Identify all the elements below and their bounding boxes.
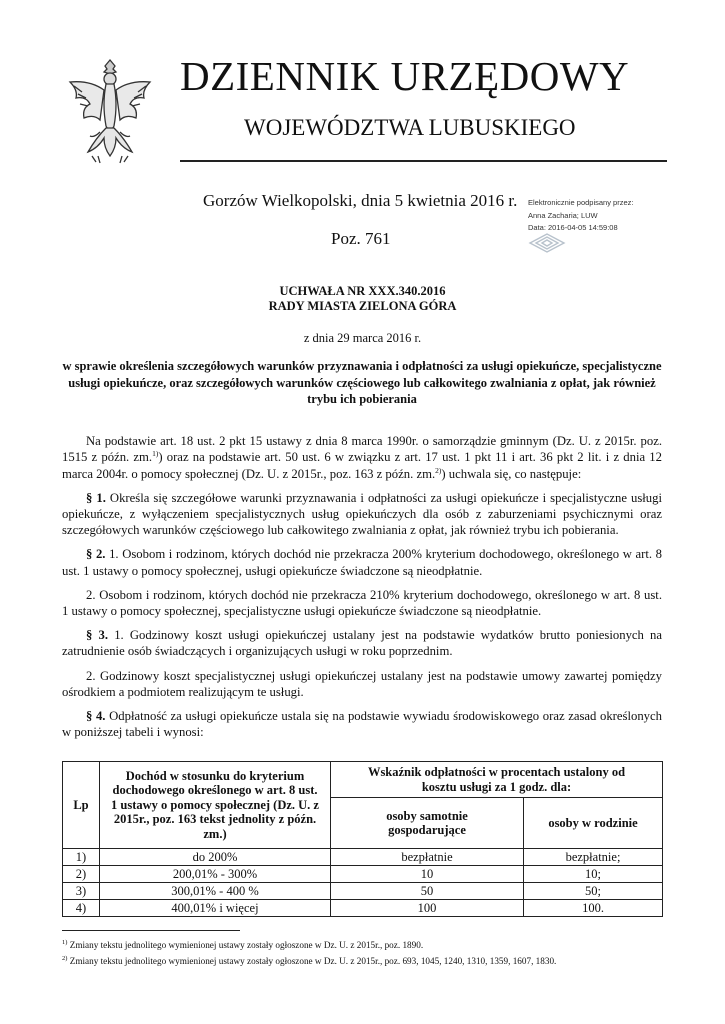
cell-single: 100 [331, 900, 524, 917]
signature-line-2: Anna Zacharia; LUW [528, 210, 598, 220]
place-date: Gorzów Wielkopolski, dnia 5 kwietnia 2016 r. [203, 191, 518, 210]
cell-family: 100. [524, 900, 663, 917]
header-rate: Wskaźnik odpłatności w procentach ustalony od kosztu usługi za 1 godz. dla: [331, 762, 663, 798]
act-date: z dnia 29 marca 2016 r. [303, 331, 422, 345]
position-number: Poz. 761 [331, 229, 391, 248]
cell-family: 50; [524, 883, 663, 900]
footnote-1: $^{1)}$ Zmiany tekstu jednolitego wymienionej ustawy zostały ogłoszone w Dz. U. z 2015r., poz. 1890. [62, 939, 424, 951]
footnotes [62, 936, 662, 968]
table-row [63, 883, 663, 900]
header-single: osoby samotnie gospodarujące [331, 798, 524, 849]
section-3: § 3. 1. Godzinowy koszt usługi opiekuńczej ustalany jest na podstawie wydatków brutto poniesionych na zatrudnienie osób świadczących i organizujących usługi w roku poprzednim. [62, 628, 663, 659]
footnote-divider [62, 930, 240, 931]
eagle-emblem-icon [62, 52, 158, 170]
cell-lp: 3) [63, 883, 100, 900]
cell-family: bezpłatnie; [524, 849, 663, 866]
section-2: § 2. 1. Osobom i rodzinom, których dochód nie przekracza 200% kryterium dochodowego, określonego w art. 8 ust. 1 ustawy o pomocy społecznej, usługi opiekuńcze świadczone są nieodpłatnie. [62, 547, 663, 578]
cell-income: 400,01% i więcej [100, 900, 331, 917]
section-2-paragraph-2: 2. Osobom i rodzinom, których dochód nie przekracza 210% kryterium dochodowego, określonego w art. 8 ust. 1 ustawy o pomocy społecznej, specjalistyczne usługi opiekuńcze świadczone są nieodpłatnie. [62, 587, 662, 619]
section-4-mark: § 4. [86, 708, 106, 723]
act-body [62, 433, 662, 748]
act-subject: w sprawie określenia szczegółowych warunków przyznawania i odpłatności za usługi opiekuńcze, specjalistyczne usługi opiekuńcze, oraz szczegółowych warunków częściowego lub całkowitego zwalniania z opłat, jak również trybu ich pobierania [62, 359, 662, 406]
cell-lp: 1) [63, 849, 100, 866]
electronic-signature [528, 197, 633, 235]
cell-single: 50 [331, 883, 524, 900]
table-row [63, 866, 663, 883]
signature-line-1: Elektronicznie podpisany przez: [528, 198, 634, 207]
cell-lp: 2) [63, 866, 100, 883]
act-issuer: RADY MIASTA ZIELONA GÓRA [268, 299, 457, 313]
header-lp: Lp [63, 762, 100, 849]
section-3-mark: § 3. [86, 628, 109, 643]
section-4: § 4. Odpłatność za usługi opiekuńcze ustala się na podstawie wywiadu środowiskowego oraz zasad określonych w poniższej tabeli i wynosi: [62, 708, 663, 740]
signature-line-3: Data: 2016-04-05 14:59:08 [528, 223, 618, 232]
journal-subtitle: WOJEWÓDZTWA LUBUSKIEGO [244, 115, 576, 140]
cell-income: 200,01% - 300% [100, 866, 331, 883]
section-2-mark: § 2. [86, 547, 106, 562]
footnote-ref-2[interactable]: 2) [435, 465, 442, 475]
cell-income: 300,01% - 400 % [100, 883, 331, 900]
section-1-mark: § 1. [86, 490, 106, 505]
cell-single: 10 [331, 866, 524, 883]
footnote-2: $^{2)}$ Zmiany tekstu jednolitego wymienionej ustawy zostały ogłoszone w Dz. U. z 2015r., poz. 693, 1045, 1240, 1310, 1359, 1607, 1830. [62, 955, 557, 967]
section-3-paragraph-2: 2. Godzinowy koszt specjalistycznej usługi opiekuńczej ustalany jest na podstawie umowy zawartej pomiędzy ośrodkiem a podmiotem realizującym te usługi. [62, 668, 662, 699]
header-family: osoby w rodzinie [524, 798, 663, 849]
journal-title: DZIENNIK URZĘDOWY [180, 53, 630, 99]
signature-stamp-icon [528, 232, 566, 254]
table-header-row [63, 762, 663, 798]
footnote-ref-1[interactable]: 1) [152, 449, 159, 459]
act-number: UCHWAŁA NR XXX.340.2016 [279, 284, 446, 298]
preamble-paragraph: Na podstawie art. 18 ust. 2 pkt 15 ustawy z dnia 8 marca 1990r. o samorządzie gminnym (Dz. U. z 2015r. poz. 1515 z późn. zm.$^{1)}$) oraz na podstawie art. 50 ust. 6 w związku z art. 17 ust. 1 pkt 11 i art. 36 pkt 2 lit. i z dnia 12 marca 2004r. o pomocy społecznej (Dz. U. z 2015r., poz. 163 z późn. zm.$^{2)}$) uchwala się, co następuje: [62, 434, 662, 481]
header-income: Dochód w stosunku do kryterium dochodowego określonego w art. 8 ust. 1 ustawy o pomocy społecznej (Dz. U. z 2015r., poz. 163 tekst jednolity z późn. zm.) [100, 762, 331, 849]
table-row [63, 849, 663, 866]
cell-family: 10; [524, 866, 663, 883]
header-divider [180, 160, 667, 162]
fee-table [62, 761, 663, 917]
table-row [63, 900, 663, 917]
cell-single: bezpłatnie [331, 849, 524, 866]
cell-income: do 200% [100, 849, 331, 866]
section-1: § 1. Określa się szczegółowe warunki przyznawania i odpłatności za usługi opiekuńcze i specjalistyczne usługi opiekuńcze, z wyłączeniem specjalistycznych usług opiekuńczych dla osób z zaburzeniami psychicznymi oraz szczegółowych warunków częściowego lub całkowitego zwalniania z opłat, jak również trybu ich pobierania. [62, 490, 663, 538]
cell-lp: 4) [63, 900, 100, 917]
